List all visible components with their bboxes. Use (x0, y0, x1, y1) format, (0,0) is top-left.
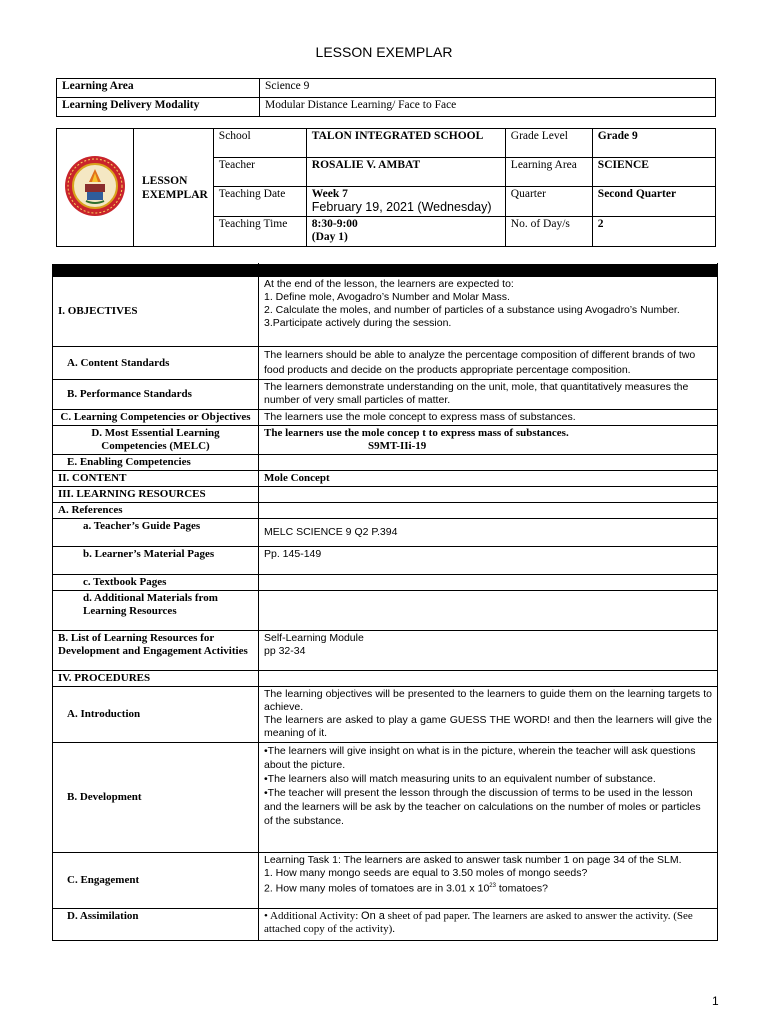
introduction-cell (259, 687, 718, 743)
engagement-row (53, 853, 718, 909)
engagement-value-1: Learning Task 1: The learners are asked to answer task number 1 on page 34 of the SLM. (264, 854, 682, 866)
engagement-value-2: 1. How many mongo seeds are equal to 3.50 moles of mongo seeds? (264, 867, 588, 879)
learning-area-value: Science 9 (260, 79, 716, 98)
grade-level-label: Grade Level (505, 129, 592, 158)
quarter-value: Second Quarter (592, 187, 715, 217)
school-seal-icon (64, 155, 126, 217)
resources-row (53, 487, 718, 503)
objectives-cell (259, 277, 718, 347)
learners-material-row (53, 547, 718, 575)
days-label: No. of Day/s (505, 217, 592, 247)
engagement-q2-tail: tomatoes? (495, 882, 548, 895)
list-resources-label: B. List of Learning Resources for Development and Engagement Activities (53, 631, 259, 671)
teaching-time-value: 8:30-9:00 (311, 218, 358, 230)
procedures-label: IV. PROCEDURES (53, 671, 259, 687)
list-resources-row (53, 631, 718, 671)
header-table (56, 128, 716, 247)
teaching-date-value: February 19, 2021 (Wednesday) (311, 200, 492, 214)
engagement-label: C. Engagement (53, 853, 259, 909)
objective-3: 3.Participate actively during the session. (264, 317, 452, 329)
assimilation-text-b: On a (361, 910, 385, 922)
performance-standards-row (53, 380, 718, 410)
assimilation-label: D. Assimilation (53, 909, 259, 941)
engagement-exponent: 23 (489, 883, 496, 889)
assimilation-row (53, 909, 718, 941)
lesson-plan-table (52, 263, 718, 941)
teaching-time-cell (306, 217, 505, 247)
teaching-day: (Day 1) (311, 231, 348, 243)
engagement-value-3 (264, 880, 712, 896)
learning-area-label-2: Learning Area (505, 158, 592, 187)
learning-area-label: Learning Area (57, 79, 260, 98)
page-number: 1 (712, 994, 719, 1008)
melc-label: D. Most Essential Learning Competencies (MELC) (53, 426, 259, 455)
list-resources-value-2: pp 32-34 (264, 645, 306, 657)
melc-row (53, 426, 718, 455)
modality-value: Modular Distance Learning/ Face to Face (260, 98, 716, 117)
school-logo (57, 129, 134, 247)
objective-1: 1. Define mole, Avogadro’s Number and Molar Mass. (264, 291, 510, 303)
objectives-row (53, 277, 718, 347)
black-header-row (53, 264, 718, 277)
content-row (53, 471, 718, 487)
assimilation-cell (259, 909, 718, 941)
content-standards-value: The learners should be able to analyze the percentage composition of different brands of two food products and decide on the products appropriate percentage composition. (259, 347, 718, 380)
references-label: A. References (53, 503, 259, 519)
teaching-time-label: Teaching Time (213, 217, 306, 247)
teachers-guide-row (53, 519, 718, 547)
enabling-label: E. Enabling Competencies (53, 455, 259, 471)
learning-area-table (56, 78, 716, 117)
teachers-guide-value: MELC SCIENCE 9 Q2 P.394 (259, 519, 718, 547)
competencies-row (53, 410, 718, 426)
teacher-value: ROSALIE V. AMBAT (306, 158, 505, 187)
learning-area-value-2: SCIENCE (592, 158, 715, 187)
competencies-label: C. Learning Competencies or Objectives (53, 410, 259, 426)
introduction-row (53, 687, 718, 743)
additional-materials-row (53, 591, 718, 631)
melc-code: S9MT-IIi-19 (368, 440, 427, 452)
list-resources-cell (259, 631, 718, 671)
development-label: B. Development (53, 743, 259, 853)
development-value-3: •The teacher will present the lesson through the discussion of terms to be used in the lesson and the learners will be ask by the teacher on calculations on the number of moles or particles of the substance. (264, 787, 701, 827)
engagement-q2-text: 2. How many moles of tomatoes are in 3.01 x 10 (264, 882, 490, 895)
melc-value: The learners use the mole concep t to express mass of substances. (264, 427, 569, 439)
objective-2: 2. Calculate the moles, and number of particles of a substance using Avogadro’s Number. (264, 304, 680, 316)
teaching-date-label: Teaching Date (213, 187, 306, 217)
school-label: School (213, 129, 306, 158)
quarter-label: Quarter (505, 187, 592, 217)
learners-material-label: b. Learner’s Material Pages (53, 547, 259, 575)
learners-material-value: Pp. 145-149 (259, 547, 718, 575)
assimilation-text-c: sheet of pad paper. The learners are asked to answer the activity. (See attached copy of the activity). (264, 910, 693, 935)
content-label: II. CONTENT (53, 471, 259, 487)
objectives-label: I. OBJECTIVES (53, 277, 259, 347)
performance-standards-value: The learners demonstrate understanding on the unit, mole, that quantitatively measures the number of very small particles of matter. (259, 380, 718, 410)
competencies-value: The learners use the mole concept to express mass of substances. (259, 410, 718, 426)
development-value-2: •The learners also will match measuring units to an equivalent number of substance. (264, 773, 656, 785)
content-standards-row (53, 347, 718, 380)
development-cell (259, 743, 718, 853)
development-value-1: •The learners will give insight on what is in the picture, wherein the teacher will ask questions about the picture. (264, 745, 696, 771)
textbook-row (53, 575, 718, 591)
introduction-value-2: The learners are asked to play a game GUESS THE WORD! and then the learners will give the meaning of it. (264, 714, 712, 739)
modality-label: Learning Delivery Modality (57, 98, 260, 117)
content-value: Mole Concept (259, 471, 718, 487)
document-title: LESSON EXEMPLAR (315, 44, 453, 60)
procedures-row (53, 671, 718, 687)
grade-level-value: Grade 9 (592, 129, 715, 158)
objectives-intro: At the end of the lesson, the learners are expected to: (264, 278, 514, 290)
teacher-label: Teacher (213, 158, 306, 187)
introduction-value-1: The learning objectives will be presented to the learners to guide them on the learning targets to achieve. (264, 688, 712, 713)
lesson-exemplar-label: LESSON EXEMPLAR (134, 129, 214, 247)
teaching-week: Week 7 (311, 188, 348, 200)
assimilation-text-a: • Additional Activity: (264, 910, 362, 922)
introduction-label: A. Introduction (53, 687, 259, 743)
development-row (53, 743, 718, 853)
additional-materials-label: d. Additional Materials from Learning Resources (53, 591, 259, 631)
performance-standards-label: B. Performance Standards (53, 380, 259, 410)
references-row (53, 503, 718, 519)
enabling-row (53, 455, 718, 471)
melc-cell (259, 426, 718, 455)
teachers-guide-label: a. Teacher’s Guide Pages (53, 519, 259, 547)
days-value: 2 (592, 217, 715, 247)
engagement-cell (259, 853, 718, 909)
resources-label: III. LEARNING RESOURCES (53, 487, 259, 503)
content-standards-label: A. Content Standards (53, 347, 259, 380)
textbook-label: c. Textbook Pages (53, 575, 259, 591)
list-resources-value-1: Self-Learning Module (264, 632, 364, 644)
teaching-date-cell (306, 187, 505, 217)
school-value: TALON INTEGRATED SCHOOL (306, 129, 505, 158)
